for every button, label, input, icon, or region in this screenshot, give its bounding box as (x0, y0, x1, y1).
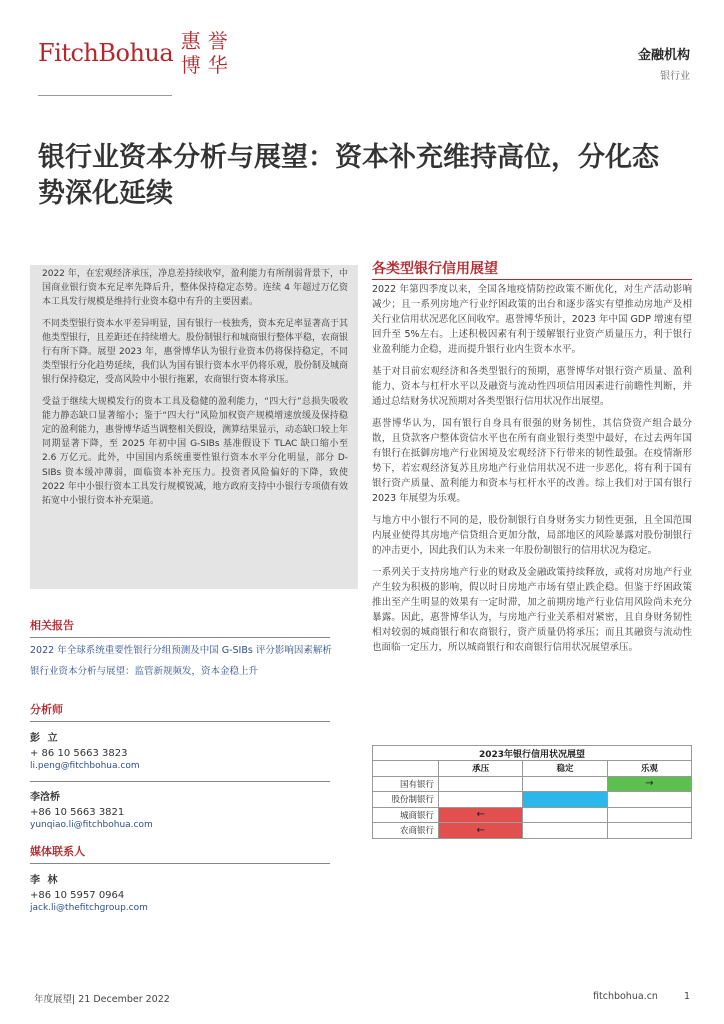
body-paragraph: 惠誉博华认为，国有银行自身具有很强的财务韧性，其信贷资产组合最分散，且贷款客户整体资信水平也在所有商业银行类型中最好，在过去两年国有银行在抵御房地产行业困境及宏观经济下行带来的韧性最强。在疫情渐形势下，若宏观经济复苏且房地产行业信用状况不进一步恶化，将有利于国有银行资产质量、盈利能力和资本与杠杆水平的改善。综上我们对于国有银行 2023 年展望为乐观。 (372, 418, 692, 504)
analyst-email[interactable]: li.peng@fitchbohua.com (30, 761, 140, 771)
summary-paragraph: 2022 年，在宏观经济承压，净息差持续收窄，盈利能力有所削弱背景下，中国商业银行资本充足率先降后升，整体保持稳定态势。连续 4 年超过万亿资本工具发行规模是维持行业资本稳中有升的主要因素。 (42, 269, 348, 308)
divider (30, 721, 330, 722)
footer-date: 21 December 2022 (78, 994, 170, 1005)
outlook-heading-rule (372, 279, 692, 280)
outlook-cell (523, 823, 607, 839)
subcategory-label: 银行业 (660, 71, 690, 82)
logo-text: FitchBohua (38, 39, 174, 67)
outlook-cell (523, 807, 607, 823)
analyst-card (30, 788, 360, 830)
row-label: 农商银行 (373, 823, 439, 839)
category-label: 金融机构 (637, 48, 690, 63)
logo-seal-char: 博 (180, 53, 201, 77)
outlook-body (372, 282, 692, 662)
outlook-cell (607, 792, 691, 808)
outlook-cell-positive (607, 776, 691, 792)
related-heading: 相关报告 (30, 619, 74, 632)
analysts-section (30, 701, 360, 830)
footer-left (34, 991, 170, 1005)
media-contact (30, 843, 360, 913)
table-corner (373, 761, 439, 777)
column-header: 乐观 (607, 761, 691, 777)
row-label: 城商银行 (373, 807, 439, 823)
footer-right (593, 991, 690, 1002)
summary-paragraph: 受益于继续大规模发行的资本工具及稳健的盈利能力，“四大行”总损失吸收能力静态缺口显著缩小；鉴于“四大行”风险加权资产规模增速放缓及保持稳定的盈利能力，惠誉博华适当调整相关假设，测算结果显示，动态缺口较上年同期显著下降，至 2025 年初中国 G-SIBs 基准假设下 TLAC 缺口缩小至 2.6 万亿元。此外，中国国内系统重要性银行资本水平分化明显，部分 D-SIBs 资本缓冲薄弱，面临资本补充压力。投资者风险偏好的下降，致使 2022 年中小银行资本工具发行规模锐减，地方政府支持中小银行专项债有效拓宽中小银行资本补充渠道。 (42, 396, 349, 507)
outlook-cell (439, 792, 523, 808)
table-row (373, 776, 692, 792)
outlook-cell-stable (523, 792, 607, 808)
arrow-right-icon: → (645, 778, 654, 790)
logo-seal-char: 誉 (207, 29, 228, 53)
logo-seal (177, 29, 231, 77)
report-category (638, 44, 690, 82)
divider (30, 781, 330, 782)
outlook-cell (439, 776, 523, 792)
outlook-cell-pressure (439, 823, 523, 839)
related-reports (30, 617, 360, 679)
media-heading: 媒体联系人 (30, 845, 85, 858)
analyst-card (30, 729, 360, 771)
divider (30, 637, 330, 638)
divider (30, 863, 330, 864)
row-label: 股份制银行 (373, 792, 439, 808)
logo-divider (38, 95, 172, 96)
logo-seal-char: 华 (207, 53, 228, 77)
fitchbohua-logo (38, 28, 231, 78)
outlook-cell (607, 807, 691, 823)
arrow-left-icon: ← (476, 824, 485, 836)
related-link[interactable]: 银行业资本分析与展望：监管新规频发，资本金稳上升 (30, 666, 259, 677)
media-email[interactable]: jack.li@thefitchgroup.com (30, 903, 148, 913)
summary-box (30, 265, 358, 589)
analyst-name: 彭 立 (30, 733, 60, 744)
outlook-heading: 各类型银行信用展望 (372, 261, 498, 277)
table-row (373, 807, 692, 823)
outlook-table (372, 745, 692, 839)
arrow-left-icon: ← (476, 809, 485, 821)
outlook-cell (607, 823, 691, 839)
analyst-phone: +86 10 5663 3821 (30, 807, 125, 818)
related-link[interactable]: 2022 年全球系统重要性银行分组预测及中国 G-SIBs 评分影响因素解析 (30, 645, 332, 656)
column-header: 稳定 (523, 761, 607, 777)
footer-label: 年度展望 (34, 994, 73, 1005)
analyst-email[interactable]: yunqiao.li@fitchbohua.com (30, 820, 153, 830)
analyst-phone: + 86 10 5663 3823 (30, 748, 128, 759)
outlook-cell-pressure (439, 807, 523, 823)
media-name: 李 林 (30, 875, 60, 886)
body-paragraph: 与地方中小银行不同的是，股份制银行自身财务实力韧性更强，且全国范围内展业使得其房地产信贷组合更加分散，局部地区的风险暴露对股份制银行的冲击更小，因此我们认为未来一年股份制银行的信用状况为稳定。 (372, 515, 692, 556)
outlook-cell (523, 776, 607, 792)
footer-site[interactable]: fitchbohua.cn (593, 991, 658, 1002)
analyst-name: 李浛桥 (30, 792, 60, 803)
page-number: 1 (683, 991, 690, 1002)
table-row (373, 823, 692, 839)
table-row (373, 792, 692, 808)
row-label: 国有银行 (373, 776, 439, 792)
body-paragraph: 基于对目前宏观经济和各类型银行的预期，惠誉博华对银行资产质量、盈利能力、资本与杠杆水平以及融资与流动性四项信用因素进行前瞻性判断，并通过总结财务状况预期对各类型银行信用状况作出展望。 (372, 366, 692, 407)
table-caption: 2023年银行信用状况展望 (373, 746, 692, 761)
body-paragraph: 一系列关于支持房地产行业的财政及金融政策持续释放，或将对房地产行业产生较为积极的影响，假以时日房地产市场有望止跌企稳。但鉴于纾困政策推出至产生明显的效果有一定时滞，加之前期房地产行业信用风险尚未充分暴露。因此，惠誉博华认为，与房地产行业关系相对紧密，且自身财务韧性相对较弱的城商银行和农商银行，资产质量仍将承压；而且其融资与流动性也面临一定压力，所以城商银行和农商银行信用状况展望承压。 (372, 567, 692, 653)
logo-seal-char: 惠 (180, 29, 201, 53)
analysts-heading: 分析师 (30, 703, 63, 716)
table-caption-row (373, 746, 692, 761)
table-header-row (373, 761, 692, 777)
column-header: 承压 (439, 761, 523, 777)
summary-paragraph: 不同类型银行资本水平差异明显，国有银行一枝独秀，资本充足率显著高于其他类型银行，且差距还在持续增大。股份制银行和城商银行整体平稳，农商银行有所下降。展望 2023 年，惠誉博华认为银行业资本仍将保持稳定，不同类型银行分化趋势延续，我们认为国有银行资本水平仍将乐观，股份制及城商银行保持稳定，受高风险中小银行拖累，农商银行资本将承压。 (42, 318, 349, 386)
footer-separator: | (72, 994, 79, 1005)
body-paragraph: 2022 年第四季度以来，全国各地疫情防控政策不断优化，对生产活动影响减少；且一系列房地产行业纾困政策的出台和逐步落实有望推动房地产及相关行业信用状况恶化区间收窄。惠誉博华预计，2023 年中国 GDP 增速有望回升至 5%左右。上述积极因素有利于缓解银行业资产质量压力，利于银行业盈利能力企稳，进而提升银行业内生资本水平。 (372, 284, 692, 355)
page-title: 银行业资本分析与展望：资本补充维持高位，分化态势深化延续 (38, 142, 659, 209)
media-phone: +86 10 5957 0964 (30, 890, 125, 901)
